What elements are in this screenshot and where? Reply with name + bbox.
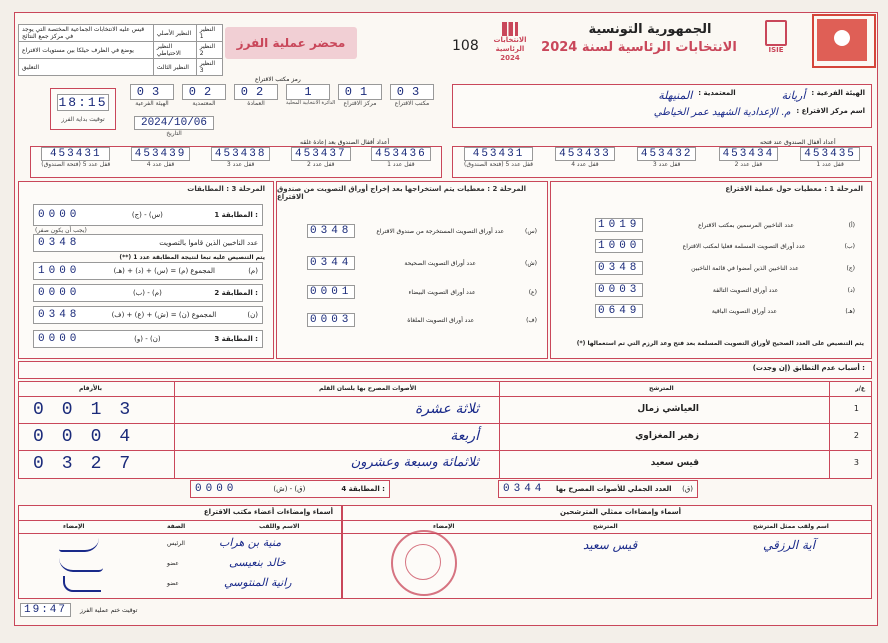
members-title: أسماء وإمضاءات أعضاء مكتب الاقتراع: [203, 508, 333, 516]
flag-icon: [812, 14, 876, 68]
voters-label: عدد الناخبين الذين قاموا بالتصويت: [159, 239, 258, 247]
copy-dest: النظير الاحتياطي: [153, 42, 196, 59]
stage3-m2: [33, 284, 263, 302]
stage3-panel: [18, 181, 274, 359]
m1-label: المطابقة 1 :: [214, 211, 258, 219]
member-row: [19, 554, 341, 574]
member-signature-icon: [59, 538, 99, 552]
lock-item: [719, 147, 779, 168]
lock-caption: قفل عدد 3: [652, 161, 681, 168]
cand-row: [19, 424, 871, 451]
stage1-k: (أ): [848, 221, 855, 229]
h-num: ع/ر: [855, 385, 865, 392]
lock-value: 453438: [211, 147, 271, 161]
cand-words: أربعة: [450, 428, 479, 444]
copy-number: النظير 1: [196, 25, 222, 42]
lock-item: [800, 147, 860, 168]
copy-row: [19, 59, 223, 76]
stage1-value: 1019: [595, 218, 643, 232]
member-name: رانية المنتوسي: [224, 576, 292, 589]
member-role: عضو: [167, 560, 179, 567]
stage1-k: (ج): [846, 264, 855, 272]
cand-num: 3: [853, 458, 859, 467]
zero-note: (يجب أن يكون صفر): [35, 227, 87, 234]
h-words: الأصوات المصرح بها بلسان القلم: [319, 385, 417, 392]
delegation-label: المعتمدية :: [698, 89, 736, 97]
code-digits: 03: [130, 84, 174, 100]
stage1-value: 0003: [595, 283, 643, 297]
stamp-inner-ring: [405, 544, 441, 580]
logo-text: الانتخابات الرئاسية 2024: [493, 36, 527, 62]
stage1-value: 0649: [595, 304, 643, 318]
total-value: 0344: [503, 483, 546, 495]
m1-formula: (ج) - (س): [131, 211, 163, 219]
stage1-value: 0348: [595, 261, 643, 275]
subcommission-value: أريانة: [781, 89, 806, 102]
center-value: م. الإعدادية الشهيد عمر الخياطي: [653, 107, 791, 118]
stage2-value: 0344: [307, 256, 355, 270]
lock-item: [131, 147, 191, 168]
code-digits: 01: [338, 84, 382, 100]
cand-digits: 0004: [33, 427, 149, 447]
mh-sign: الإمضاء: [63, 523, 85, 530]
stage2-row: [307, 256, 537, 270]
stage2-row: [307, 224, 537, 238]
m3-formula: (و) - (ن): [134, 335, 161, 343]
location-box: [452, 84, 872, 128]
reps-panel: [342, 505, 872, 599]
copy-row: [19, 25, 223, 42]
code-label: المعتمدية: [192, 100, 216, 107]
m2-formula: (ب) - (م): [132, 289, 162, 297]
copy-dest: النظير الثالث: [153, 59, 196, 76]
lock-caption: قفل عدد 5 (فتحة الصندوق): [464, 161, 534, 168]
candidates-table: [18, 381, 872, 479]
voters-value: 0348: [38, 237, 81, 249]
locks-close-box: [30, 146, 442, 178]
stage2-label: عدد أوراق التصويت المستخرجة من صندوق الاقتراع: [376, 227, 505, 235]
lock-item: [41, 147, 110, 168]
stage1-value: 1000: [595, 239, 643, 253]
subcommission-line: [658, 89, 865, 102]
date-value: 2024/10/06: [134, 116, 214, 130]
code-label: الهيئة الفرعية: [135, 100, 169, 107]
stage1-label: عدد أوراق التصويت الباقية: [711, 307, 777, 315]
station-code-label: رمز مكتب الاقتراع: [255, 76, 301, 83]
election-title: الانتخابات الرئاسية لسنة 2024: [541, 40, 737, 55]
code-digits: 1: [286, 84, 330, 100]
sum-k: (م): [248, 267, 258, 275]
cand-name: زهير المغزاوي: [635, 431, 699, 441]
rh-name: اسم ولقب ممثل المترشح: [753, 523, 829, 530]
doc-number: 108: [452, 38, 479, 54]
locks-open-label: أعداد أقفال الصندوق عند فتحه: [760, 139, 836, 146]
m1-value: 0000: [38, 209, 81, 221]
stage2-k: (ش): [524, 259, 537, 267]
lock-caption: قفل عدد 1: [816, 161, 844, 168]
member-row: [19, 534, 341, 554]
stage2-value: 0348: [307, 224, 355, 238]
stage2-k: (ف): [526, 316, 537, 324]
isie-emblem-icon: [765, 20, 787, 46]
stage2-k: (س): [524, 227, 537, 235]
code-group: [390, 84, 434, 107]
lock-caption: قفل عدد 5 (فتحة الصندوق): [41, 161, 111, 168]
copy-row: [19, 42, 223, 59]
m4-box: [190, 480, 390, 498]
stage1-title: المرحلة 1 : معطيات حول عملية الاقتراع: [725, 185, 863, 193]
sum2-label: المجموع (ن) = (ش) + (ع) + (ف): [111, 311, 217, 319]
cand-digits: 0013: [33, 400, 149, 420]
code-label: مكتب الاقتراع: [394, 100, 430, 107]
member-role: الرئيس: [167, 540, 185, 547]
stage1-label: عدد أوراق التصويت التالفة: [712, 286, 779, 294]
copy-number: النظير 3: [196, 59, 222, 76]
code-group: [338, 84, 382, 107]
copy-desc: يوضع في الظرف حيلكا بين مستويات الاقتراع: [19, 42, 154, 59]
stage2-label: عدد أوراق التصويت البيضاء: [408, 288, 476, 296]
lock-item: [211, 147, 271, 168]
h-name: المترشح: [649, 385, 674, 392]
delegation-value: المنيهلة: [658, 89, 693, 102]
stage1-panel: [550, 181, 872, 359]
stage3-m1: [33, 204, 263, 226]
member-row: [19, 574, 341, 594]
m2-label: المطابقة 2 :: [214, 289, 258, 297]
flag-crescent-icon: [834, 30, 850, 46]
stage2-k: (ع): [528, 288, 537, 296]
mh-role: الصفة: [167, 523, 186, 530]
center-line: [654, 107, 865, 118]
code-group: [130, 84, 174, 107]
stage3-m3: [33, 330, 263, 348]
form-title-badge: محضر عملية الفرز: [225, 27, 357, 59]
m3-value: 0000: [38, 333, 81, 345]
m4-value: 0000: [195, 483, 238, 495]
stage2-row: [307, 285, 537, 299]
mismatch-row: [18, 361, 872, 379]
cand-digits: 0327: [33, 454, 149, 474]
lock-caption: قفل عدد 2: [734, 161, 763, 168]
mh-name: الاسم واللقب: [259, 523, 300, 530]
lock-item: [371, 147, 431, 168]
mismatch-label: أسباب عدم التطابق (إن وجدت) :: [752, 364, 865, 372]
sum-value: 1000: [38, 265, 81, 277]
lock-item: [637, 147, 697, 168]
cand-name: العياشي زمال: [637, 404, 699, 414]
cand-row: [19, 451, 871, 477]
lock-value: 453432: [637, 147, 697, 161]
start-time-value: 18:15: [58, 95, 108, 110]
cand-num: 2: [853, 431, 859, 440]
lock-value: 453431: [464, 147, 533, 161]
stage3-voters: [33, 234, 263, 252]
rh-sign: الإمضاء: [433, 523, 455, 530]
lock-value: 453433: [555, 147, 615, 161]
stage1-label: عدد أوراق التصويت المسلمة فعليا لمكتب الاقتراع: [682, 242, 806, 250]
official-stamp-icon: [391, 530, 457, 596]
logo-bars-icon: [502, 22, 518, 36]
lock-value: 453437: [291, 147, 351, 161]
cand-name: قيس سعيد: [650, 458, 699, 468]
code-label: الدائرة الانتخابية المحلية: [286, 100, 336, 106]
locks-open-box: [452, 146, 872, 178]
stage2-panel: [276, 181, 548, 359]
lock-value: 453435: [800, 147, 860, 161]
stage1-row: [595, 304, 855, 318]
center-label: اسم مركز الاقتراع :: [796, 107, 865, 115]
total-k: (ق): [682, 485, 693, 493]
member-role: عضو: [167, 580, 179, 587]
code-label: العمادة: [247, 100, 265, 107]
end-time-label: توقيت ختم عملية الفرز: [80, 607, 138, 614]
stage2-row: [307, 313, 537, 327]
stage2-title: المرحلة 2 : معطيات يتم استخراجها بعد إخراج أوراق التصويت من صندوق الاقتراع: [277, 185, 526, 201]
cand-row: [19, 397, 871, 424]
lock-item: [555, 147, 615, 168]
m3-label: المطابقة 3 :: [214, 335, 258, 343]
code-label: مركز الاقتراع: [343, 100, 377, 107]
lock-caption: قفل عدد 3: [226, 161, 255, 168]
start-time-label: توقيت بداية الفرز: [61, 116, 105, 123]
date-label: التاريخ: [166, 130, 182, 137]
stage2-label: عدد أوراق التصويت الملغاة: [407, 316, 475, 324]
copy-desc: قيس عليه الانتخابات الجماعية المختصة التي يوجد في مركز جمع النتائج: [19, 25, 154, 42]
election-logo: [488, 22, 532, 64]
lock-value: 453431: [41, 147, 110, 161]
republic-title: الجمهورية التونسية: [588, 22, 712, 37]
stage1-k: (د): [847, 286, 855, 294]
rh-cand: المترشح: [593, 523, 618, 530]
rep-name: آية الرزقي: [763, 538, 816, 552]
members-header: [19, 520, 341, 534]
station-code-row: [130, 84, 442, 107]
stage2-value: 0003: [307, 313, 355, 327]
reps-title: أسماء وإمضاءات ممثلي المترشحين: [560, 508, 681, 516]
end-time-value: 19:47: [20, 603, 71, 617]
note2: (**) يتم التنصيص عليه تبعا لنتيجة المطابقة عدد 1: [119, 254, 265, 261]
sum2-k: (ن): [247, 311, 258, 319]
member-name: منية بن هراب: [219, 536, 282, 549]
lock-caption: قفل عدد 2: [307, 161, 335, 168]
lock-value: 453434: [719, 147, 779, 161]
total-label: العدد الجملي للأصوات المصرح بها: [556, 485, 672, 493]
cand-words: ثلاثة عشرة: [414, 401, 479, 417]
isie-logo: [748, 20, 804, 64]
members-panel: [18, 505, 342, 599]
stage1-label: عدد الناخبين المرسمين بمكتب الاقتراع: [698, 221, 794, 229]
lock-caption: قفل عدد 4: [146, 161, 175, 168]
m2-value: 0000: [38, 287, 81, 299]
cand-header: [19, 382, 871, 397]
lock-caption: قفل عدد 1: [387, 161, 415, 168]
copy-dest: النظير الأصلي: [153, 25, 196, 42]
stage3-title: المرحلة 3 : المطابقات: [187, 185, 265, 193]
cand-words: ثلاثمائة وسبعة وعشرون: [350, 455, 479, 470]
cand-num: 1: [853, 404, 859, 413]
stage2-value: 0001: [307, 285, 355, 299]
code-digits: 02: [182, 84, 226, 100]
stage2-label: عدد أوراق التصويت الصحيحة: [404, 259, 476, 267]
sum2-value: 0348: [38, 309, 81, 321]
date-box: [134, 116, 214, 137]
rep-candidate: قيس سعيد: [583, 538, 638, 552]
code-digits: 03: [390, 84, 434, 100]
code-digits: 02: [234, 84, 278, 100]
stage1-note: (*) يتم التنصيص على العدد الصحيح لأوراق التصويت المسلمة بعد فتح وعد الرزم التي تم استعمالها: [576, 340, 864, 347]
lock-value: 453436: [371, 147, 431, 161]
total-box: [498, 480, 698, 498]
isie-label: ISIE: [768, 46, 784, 54]
lock-value: 453439: [131, 147, 191, 161]
locks-close-label: أعداد أقفال الصندوق بعد إعادة غلقه: [300, 139, 390, 146]
member-signature-icon: [59, 558, 103, 572]
start-time-box: [50, 88, 116, 130]
stage1-label: عدد الناخبين الذين أمضوا في قائمة الناخبين: [691, 264, 799, 272]
stage1-row: [595, 283, 855, 297]
sum-label: المجموع (م) = (س) + (د) + (هـ): [113, 267, 215, 275]
copy-number: النظير 2: [196, 42, 222, 59]
stage3-sum2: [33, 306, 263, 324]
lock-item: [464, 147, 533, 168]
copy-desc: التعليق: [19, 59, 154, 76]
code-group: [234, 84, 278, 107]
stage1-k: (ب): [844, 242, 855, 250]
code-group: [182, 84, 226, 107]
subcommission-label: الهيئة الفرعية :: [811, 89, 865, 97]
stage3-sum: [33, 262, 263, 280]
copies-table: [18, 24, 223, 76]
lock-item: [291, 147, 351, 168]
stage1-row: [595, 218, 855, 232]
member-signature-icon: [63, 576, 101, 592]
lock-caption: قفل عدد 4: [571, 161, 599, 168]
stage1-row: [595, 261, 855, 275]
stage1-k: (هـ): [845, 307, 855, 315]
stage1-row: [595, 239, 855, 253]
code-group: [286, 84, 336, 107]
m4-label: المطابقة 4 :: [341, 485, 385, 493]
member-name: خالد بنعيسى: [229, 556, 286, 569]
m4-formula: (ش) - (ق): [273, 485, 306, 493]
h-digits: بالأرقام: [79, 385, 103, 392]
